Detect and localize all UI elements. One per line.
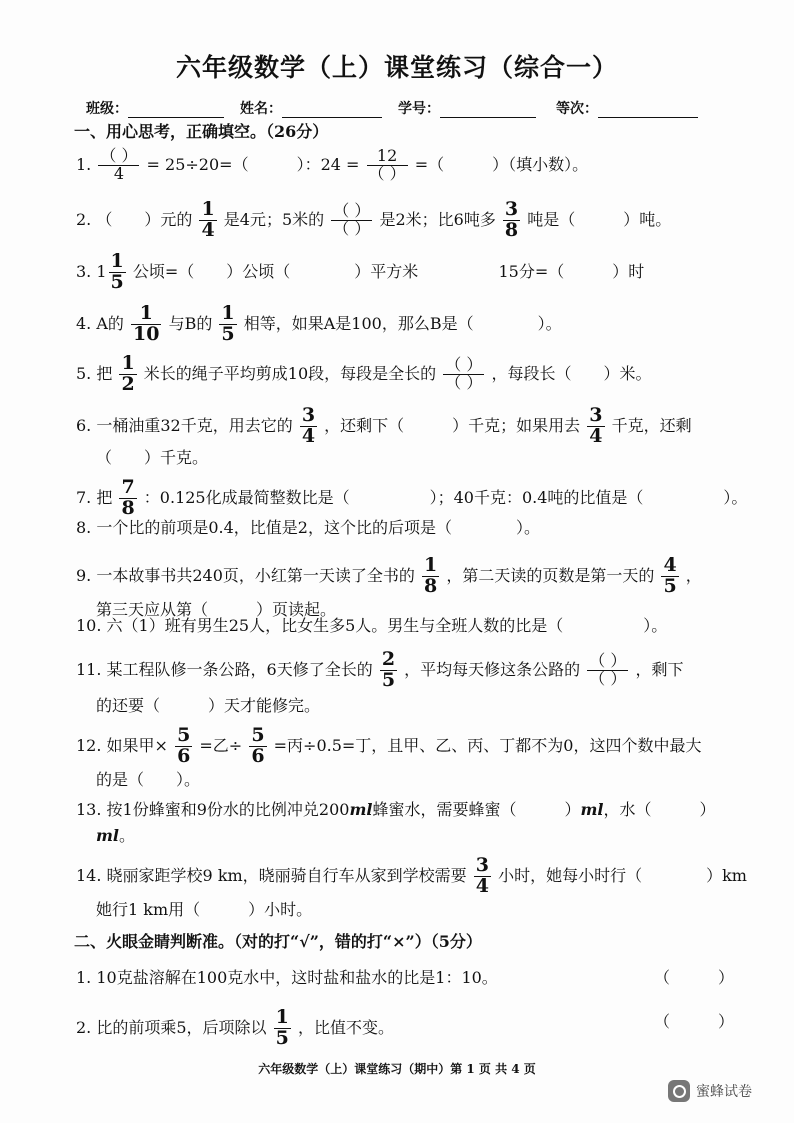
fraction: $\frac{1}{10}$ bbox=[133, 302, 160, 345]
question-text: 如果甲× bbox=[106, 735, 168, 755]
fraction: $\frac{( )}{4}$ bbox=[100, 146, 138, 183]
fraction: $\frac{1}{2}$ bbox=[121, 352, 135, 395]
question-text: 是2米；比6吨多 bbox=[379, 209, 496, 229]
section1-heading: 一、用心思考，正确填空。（26分） bbox=[74, 122, 329, 141]
question-text: = 25÷20=（ ）：24 = bbox=[146, 154, 360, 174]
question-1 bbox=[76, 148, 588, 183]
question-number: 8. bbox=[76, 518, 92, 537]
fraction: $\frac{( )}{( )}$ bbox=[589, 651, 627, 688]
question-text: ，还剩下（ ）千克；如果用去 bbox=[324, 415, 581, 435]
question-text: 米长的绳子平均剪成10段，每段是全长的 bbox=[143, 363, 437, 383]
fraction: $\frac{1}{8}$ bbox=[424, 554, 438, 597]
fraction: $\frac{3}{4}$ bbox=[475, 854, 490, 897]
question-number: 10. bbox=[76, 616, 102, 635]
question-text: 蜂蜜水，需要蜂蜜（ ） bbox=[372, 800, 581, 819]
question-12 bbox=[76, 726, 702, 767]
name-label: 姓名： bbox=[240, 101, 282, 117]
question-4 bbox=[76, 304, 562, 345]
fraction: $\frac{3}{4}$ bbox=[301, 404, 316, 447]
question-text: =丙÷0.5=丁，且甲、乙、丙、丁都不为0，这四个数中最大 bbox=[273, 735, 702, 755]
question-number: 11. bbox=[76, 659, 102, 679]
question-11-cont: 的还要（ ）天才能修完。 bbox=[96, 696, 321, 715]
question-13-cont bbox=[96, 828, 135, 844]
question-number: 6. bbox=[76, 415, 92, 435]
fraction: $\frac{12}{( )}$ bbox=[368, 146, 406, 183]
question-number: 9. bbox=[76, 565, 92, 585]
question-6-cont: （ ）千克。 bbox=[96, 448, 209, 467]
question-14 bbox=[76, 856, 747, 897]
question-text: 某工程队修一条公路，6天修了全长的 bbox=[106, 659, 373, 679]
grade-label: 等次： bbox=[556, 101, 598, 117]
question-12-cont: 的是（ ）。 bbox=[96, 770, 201, 789]
fraction: $\frac{2}{5}$ bbox=[381, 648, 396, 691]
question-14-cont: 她行1 km用（ ）小时。 bbox=[96, 900, 313, 919]
question-text: ，第二天读的页数是第一天的 bbox=[446, 565, 655, 585]
question-9 bbox=[76, 556, 702, 597]
question-6 bbox=[76, 406, 692, 447]
question-text: 是4元；5米的 bbox=[223, 209, 325, 229]
judge-1 bbox=[76, 970, 498, 986]
magnifier-icon bbox=[668, 1080, 690, 1102]
class-label: 班级： bbox=[86, 101, 128, 117]
page-footer: 六年级数学（上）课堂练习（期中）第 1 页 共 4 页 bbox=[258, 1062, 536, 1076]
question-text: ，每段长（ ）米。 bbox=[491, 363, 652, 383]
fraction: $\frac{3}{8}$ bbox=[504, 198, 519, 241]
question-11 bbox=[76, 650, 683, 691]
question-number: 3. bbox=[76, 261, 92, 281]
question-number: 7. bbox=[76, 487, 92, 507]
class-field bbox=[86, 98, 224, 118]
question-text: ，水（ ） bbox=[603, 800, 716, 819]
brand-name: 蜜蜂试卷 bbox=[696, 1084, 752, 1100]
fraction: $\frac{4}{5}$ bbox=[663, 554, 677, 597]
question-text: ，平均每天修这条公路的 bbox=[404, 659, 581, 679]
question-text: ，比值不变。 bbox=[297, 1017, 394, 1037]
question-text: 一桶油重32千克，用去它的 bbox=[96, 415, 293, 435]
question-text: 10克盐溶解在100克水中，这时盐和盐水的比是1：10。 bbox=[96, 968, 498, 987]
question-5 bbox=[76, 354, 651, 395]
id-blank bbox=[440, 103, 536, 118]
question-text: 把 bbox=[96, 487, 113, 507]
whole-number: 1 bbox=[96, 261, 107, 281]
fraction: $\frac{3}{4}$ bbox=[589, 404, 603, 447]
question-text: ：0.125化成最简整数比是（ ）；40千克：0.4吨的比值是（ ）。 bbox=[143, 487, 748, 507]
question-number: 14. bbox=[76, 865, 102, 885]
class-blank bbox=[128, 103, 224, 118]
fraction: $\frac{1}{4}$ bbox=[201, 198, 215, 241]
unit-ml: ml bbox=[349, 800, 373, 819]
fraction: $\frac{5}{6}$ bbox=[251, 724, 265, 767]
grade-field bbox=[556, 98, 698, 118]
question-text: 比的前项乘5，后项除以 bbox=[96, 1017, 267, 1037]
grade-blank bbox=[598, 103, 698, 118]
question-10 bbox=[76, 618, 667, 634]
question-8 bbox=[76, 520, 540, 536]
id-label: 学号： bbox=[398, 101, 440, 117]
judge-1-answer: （ ） bbox=[654, 968, 735, 987]
question-number: 4. bbox=[76, 313, 92, 333]
id-field bbox=[398, 98, 536, 118]
question-text: =乙÷ bbox=[199, 735, 243, 755]
question-text: 吨是（ ）吨。 bbox=[527, 209, 672, 229]
question-13 bbox=[76, 802, 716, 818]
question-text: 公顷=（ ）公顷（ ）平方米 bbox=[132, 261, 419, 281]
section2-heading: 二、火眼金睛判断准。（对的打“√”，错的打“×”）（5分） bbox=[74, 932, 482, 951]
question-text: 。 bbox=[119, 826, 136, 845]
question-text: 小时，她每小时行（ ）km bbox=[498, 865, 747, 885]
fraction: $\frac{1}{5}$ bbox=[110, 250, 124, 293]
question-3 bbox=[76, 252, 644, 293]
unit-ml: ml bbox=[96, 826, 120, 845]
judge-2-answer: （ ） bbox=[654, 1012, 735, 1031]
question-number: 12. bbox=[76, 735, 102, 755]
question-9-cont: 第三天应从第（ ）页读起。 bbox=[96, 600, 337, 619]
question-text: 15分=（ ）时 bbox=[498, 261, 645, 281]
question-2 bbox=[76, 200, 671, 241]
fraction: $\frac{( )}{( )}$ bbox=[445, 355, 483, 392]
page-title: 六年级数学（上）课堂练习（综合一） bbox=[175, 53, 618, 82]
question-text: 千克，还剩 bbox=[611, 415, 692, 435]
question-text: 一本故事书共240页，小红第一天读了全书的 bbox=[96, 565, 415, 585]
fraction: $\frac{1}{5}$ bbox=[275, 1006, 289, 1049]
fraction: $\frac{1}{5}$ bbox=[221, 302, 235, 345]
question-number: 1. bbox=[76, 154, 92, 174]
question-text: =（ ）（填小数）。 bbox=[414, 154, 589, 174]
question-7 bbox=[76, 478, 747, 519]
unit-ml: ml bbox=[580, 800, 604, 819]
name-blank bbox=[282, 103, 382, 118]
fraction: $\frac{5}{6}$ bbox=[177, 724, 191, 767]
question-number: 2. bbox=[76, 1017, 92, 1037]
question-text: ，剩下 bbox=[635, 659, 684, 679]
question-text: A的 bbox=[96, 313, 124, 333]
question-number: 5. bbox=[76, 363, 92, 383]
question-number: 13. bbox=[76, 800, 102, 819]
question-text: ， bbox=[685, 565, 702, 585]
question-text: 把 bbox=[96, 363, 113, 383]
fraction: $\frac{7}{8}$ bbox=[121, 476, 135, 519]
question-text: 按1份蜂蜜和9份水的比例冲兑200 bbox=[106, 800, 350, 819]
question-text: 晓丽家距学校9 km，晓丽骑自行车从家到学校需要 bbox=[106, 865, 467, 885]
question-text: 相等，如果A是100，那么B是（ ）。 bbox=[243, 313, 562, 333]
watermark-brand bbox=[668, 1080, 752, 1102]
question-text: （ ）元的 bbox=[96, 209, 193, 229]
question-number: 2. bbox=[76, 209, 92, 229]
fraction: $\frac{( )}{( )}$ bbox=[333, 201, 371, 238]
judge-2 bbox=[76, 1008, 394, 1049]
question-text: 一个比的前项是0.4，比值是2，这个比的后项是（ ）。 bbox=[96, 518, 540, 537]
question-text: 六（1）班有男生25人，比女生多5人。男生与全班人数的比是（ ）。 bbox=[106, 616, 668, 635]
question-text: 与B的 bbox=[168, 313, 213, 333]
name-field bbox=[240, 98, 382, 118]
question-number: 1. bbox=[76, 968, 92, 987]
